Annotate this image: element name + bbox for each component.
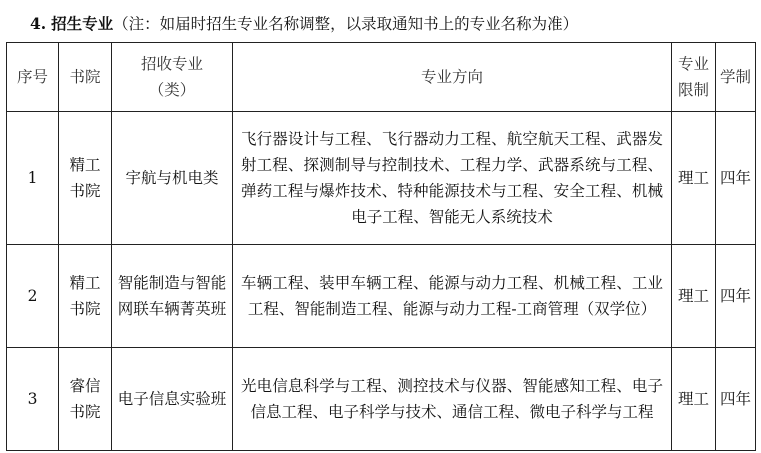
cell-college — [59, 348, 112, 451]
section-heading — [30, 10, 578, 38]
section-number: 4. — [30, 14, 47, 33]
cell-limit: 理工 — [672, 245, 716, 348]
cell-limit: 理工 — [672, 348, 716, 451]
cell-direction: 光电信息科学与工程、测控技术与仪器、智能感知工程、电子信息工程、电子科学与技术、通信工程、微电子科学与工程 — [233, 348, 672, 451]
cell-index: 1 — [7, 112, 59, 245]
header-direction: 专业方向 — [233, 43, 672, 112]
cell-college-line2: 书院 — [69, 182, 101, 200]
cell-major: 智能制造与智能网联车辆菁英班 — [112, 245, 233, 348]
cell-major: 电子信息实验班 — [112, 348, 233, 451]
cell-college-line1: 精工 — [69, 156, 101, 174]
cell-duration: 四年 — [716, 348, 756, 451]
header-limit-line1: 专业 — [677, 55, 709, 73]
cell-duration: 四年 — [716, 112, 756, 245]
cell-duration: 四年 — [716, 245, 756, 348]
cell-college-line1: 精工 — [69, 274, 101, 292]
section-note: （注：如届时招生专业名称调整，以录取通知书上的专业名称为准） — [113, 15, 579, 33]
header-limit-line2: 限制 — [677, 81, 709, 99]
cell-direction: 车辆工程、装甲车辆工程、能源与动力工程、机械工程、工业工程、智能制造工程、能源与动力工程-工商管理（双学位） — [233, 245, 672, 348]
table-header-row — [7, 43, 756, 112]
cell-direction: 飞行器设计与工程、飞行器动力工程、航空航天工程、武器发射工程、探测制导与控制技术、工程力学、武器系统与工程、弹药工程与爆炸技术、特种能源技术与工程、安全工程、机械电子工程、智能无人系统技术 — [233, 112, 672, 245]
header-duration: 学制 — [716, 43, 756, 112]
section-title: 招生专业 — [51, 14, 114, 33]
cell-college-line1: 睿信 — [69, 377, 101, 395]
header-college: 书院 — [59, 43, 112, 112]
header-major — [112, 43, 233, 112]
header-index: 序号 — [7, 43, 59, 112]
cell-major: 宇航与机电类 — [112, 112, 233, 245]
cell-college-line2: 书院 — [69, 300, 101, 318]
header-limit — [672, 43, 716, 112]
majors-table — [6, 42, 756, 451]
table-row — [7, 348, 756, 451]
cell-index: 3 — [7, 348, 59, 451]
table-row — [7, 245, 756, 348]
header-major-line1: 招收专业 — [140, 55, 203, 73]
header-major-line2: （类） — [148, 81, 196, 99]
cell-college-line2: 书院 — [69, 403, 101, 421]
cell-limit: 理工 — [672, 112, 716, 245]
table-row — [7, 112, 756, 245]
cell-college — [59, 112, 112, 245]
cell-index: 2 — [7, 245, 59, 348]
cell-college — [59, 245, 112, 348]
